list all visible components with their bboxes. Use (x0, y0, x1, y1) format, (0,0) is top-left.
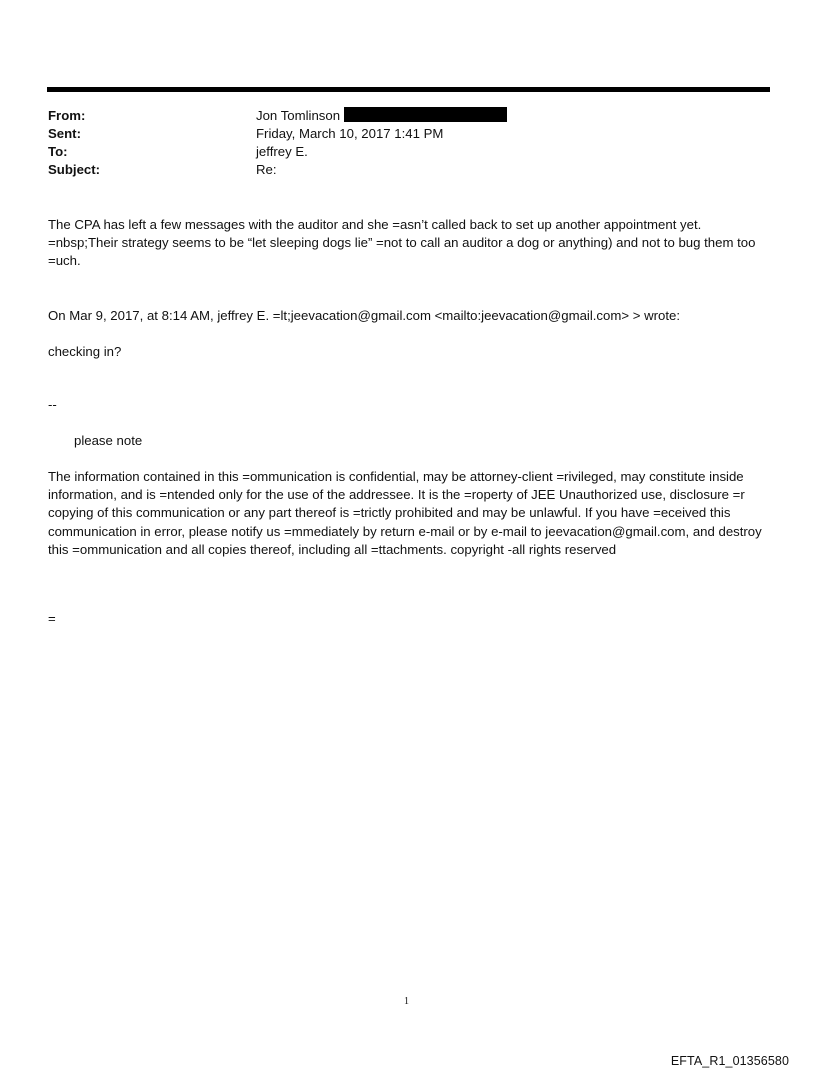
quote-intro: On Mar 9, 2017, at 8:14 AM, jeffrey E. =lt;jeevacation@gmail.com <mailto:jeevacation@gmail.com> > wrote: (48, 308, 680, 323)
disclaimer-paragraph: The information contained in this =ommunication is confidential, may be attorney-client =rivileged, may constitute inside information, and is =ntended only for the use of the addressee. It is the =roperty of JEE Unauthorized use, disclosure =r copying of this communication or any part thereof is =trictly prohibited and may be unlawful. If you have =eceived this communication in error, please notify us =mmediately by return e-mail or by e-mail to jeevacation@gmail.com, and destroy this =ommunication and all copies thereof, including all =ttachments. copyright -all rights reserved (48, 469, 762, 557)
signature-separator: -- (48, 397, 57, 412)
from-value (256, 107, 507, 125)
please-note: please note (74, 433, 143, 448)
subject-value: Re: (256, 162, 277, 177)
document-id: EFTA_R1_01356580 (670, 1054, 789, 1068)
quoted-message: checking in? (48, 344, 122, 359)
from-label: From: (48, 108, 86, 123)
subject-label: Subject: (48, 162, 101, 177)
trailing-equals: = (48, 611, 56, 626)
sent-label: Sent: (48, 126, 81, 141)
from-name: Jon Tomlinson (256, 108, 341, 123)
page-number: 1 (404, 996, 409, 1007)
redaction-box (344, 107, 507, 122)
header-rule (47, 87, 770, 92)
sent-value: Friday, March 10, 2017 1:41 PM (256, 126, 444, 141)
to-value: jeffrey E. (256, 144, 308, 159)
to-label: To: (48, 144, 68, 159)
main-paragraph: The CPA has left a few messages with the auditor and she =asn’t called back to set up another appointment yet. =nbsp;Their strategy seems to be “let sleeping dogs lie” =not to call an auditor a dog or anything) and not to bug them too =uch. (48, 217, 756, 269)
